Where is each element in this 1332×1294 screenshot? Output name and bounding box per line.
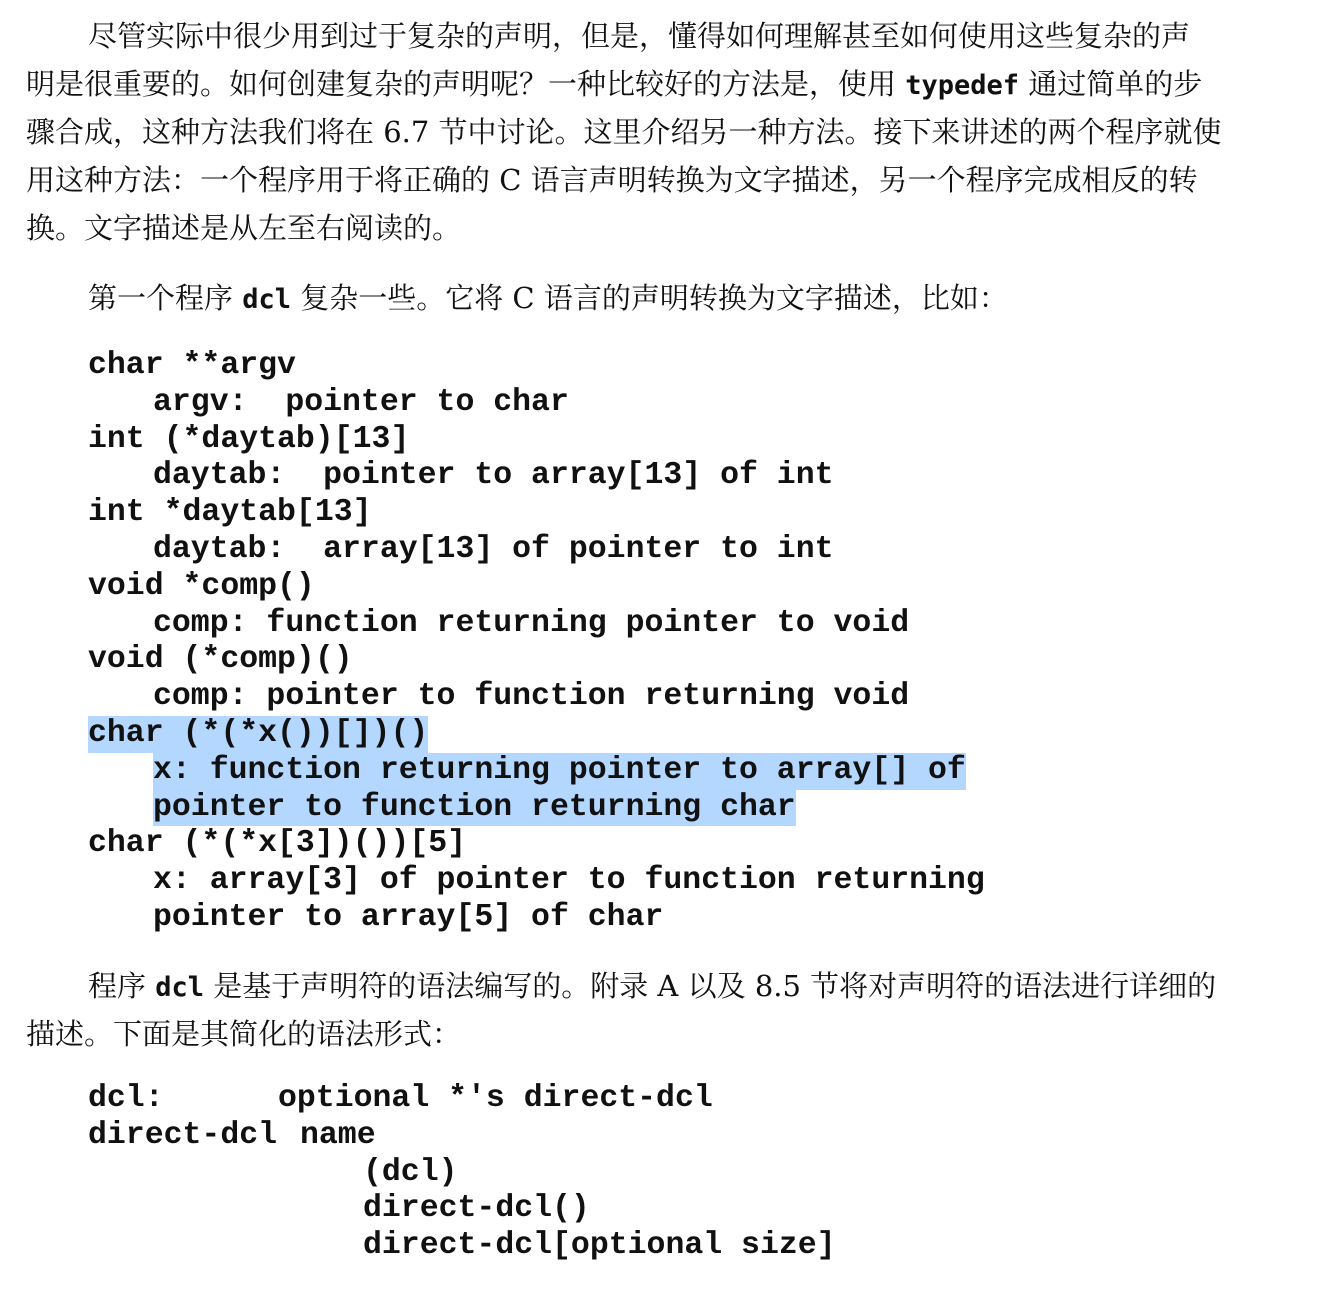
typedef-keyword: typedef (905, 70, 1020, 101)
declaration-line: char (*(*x())[])() (88, 716, 429, 751)
grammar-block (88, 1081, 1088, 1271)
dcl-intro-line (88, 274, 1008, 322)
grammar-intro-line-1 (26, 962, 1216, 1010)
declaration-line: void *comp() (88, 568, 315, 604)
description-line: argv: pointer to char (153, 384, 569, 420)
dcl-intro-before: 第一个程序 (88, 281, 243, 315)
description-line: daytab: pointer to array[13] of int (153, 458, 834, 494)
intro-line-1: 尽管实际中很少用到过于复杂的声明，但是，懂得如何理解甚至如何使用这些复杂的声 (88, 19, 1191, 53)
grammar-intro-after: 是基于声明符的语法编写的。附录 A 以及 8.5 节将对声明符的语法进行详细的 (204, 969, 1217, 1003)
intro-line-2-text: 明是很重要的。如何创建复杂的声明呢？一种比较好的方法是，使用 (26, 67, 906, 101)
grammar-intro-before: 程序 (88, 969, 156, 1003)
intro-line-4: 用这种方法：一个程序用于将正确的 C 语言声明转换为文字描述，另一个程序完成相反的转 (26, 163, 1198, 197)
declaration-line: char (*(*x[3])())[5] (88, 826, 467, 862)
description-line: x: function returning pointer to array[] of (153, 752, 966, 788)
declaration-examples (88, 348, 1088, 938)
dcl-keyword-2: dcl (155, 972, 204, 1003)
grammar-intro-line-2: 描述。下面是其简化的语法形式： (26, 1017, 462, 1051)
description-line: daytab: array[13] of pointer to int (153, 532, 834, 567)
description-line: pointer to array[5] of char (153, 900, 664, 935)
declaration-line: void (*comp)() (88, 642, 353, 678)
grammar-label: dcl: (88, 1081, 164, 1116)
dcl-intro-after: 复杂一些。它将 C 语言的声明转换为文字描述，比如： (291, 281, 1008, 315)
declaration-line: char **argv (88, 348, 296, 383)
intro-line-5: 换。文字描述是从左至右阅读的。 (26, 211, 462, 245)
dcl-keyword: dcl (242, 284, 291, 315)
description-line: comp: function returning pointer to void (153, 605, 910, 641)
intro-line-3: 骤合成，这种方法我们将在 6.7 节中讨论。这里介绍另一种方法。接下来讲述的两个程序就使 (26, 115, 1222, 149)
dcl-intro-paragraph (88, 274, 1008, 322)
intro-line-2 (26, 60, 1222, 108)
grammar-production: (dcl) (363, 1154, 458, 1190)
grammar-intro-paragraph (26, 962, 1216, 1058)
grammar-label: direct-dcl (88, 1117, 278, 1153)
declaration-line: int *daytab[13] (88, 495, 372, 531)
intro-paragraph (26, 12, 1222, 252)
description-line: comp: pointer to function returning void (153, 679, 910, 715)
description-line: pointer to function returning char (153, 789, 796, 825)
grammar-production: name (300, 1117, 376, 1153)
declaration-line: int (*daytab)[13] (88, 421, 410, 457)
description-line: x: array[3] of pointer to function returning (153, 863, 985, 899)
grammar-production: direct-dcl() (363, 1191, 590, 1227)
intro-line-2-tail: 通过简单的步 (1019, 67, 1203, 101)
grammar-production: direct-dcl[optional size] (363, 1228, 836, 1264)
grammar-production: optional *'s direct-dcl (278, 1081, 713, 1116)
